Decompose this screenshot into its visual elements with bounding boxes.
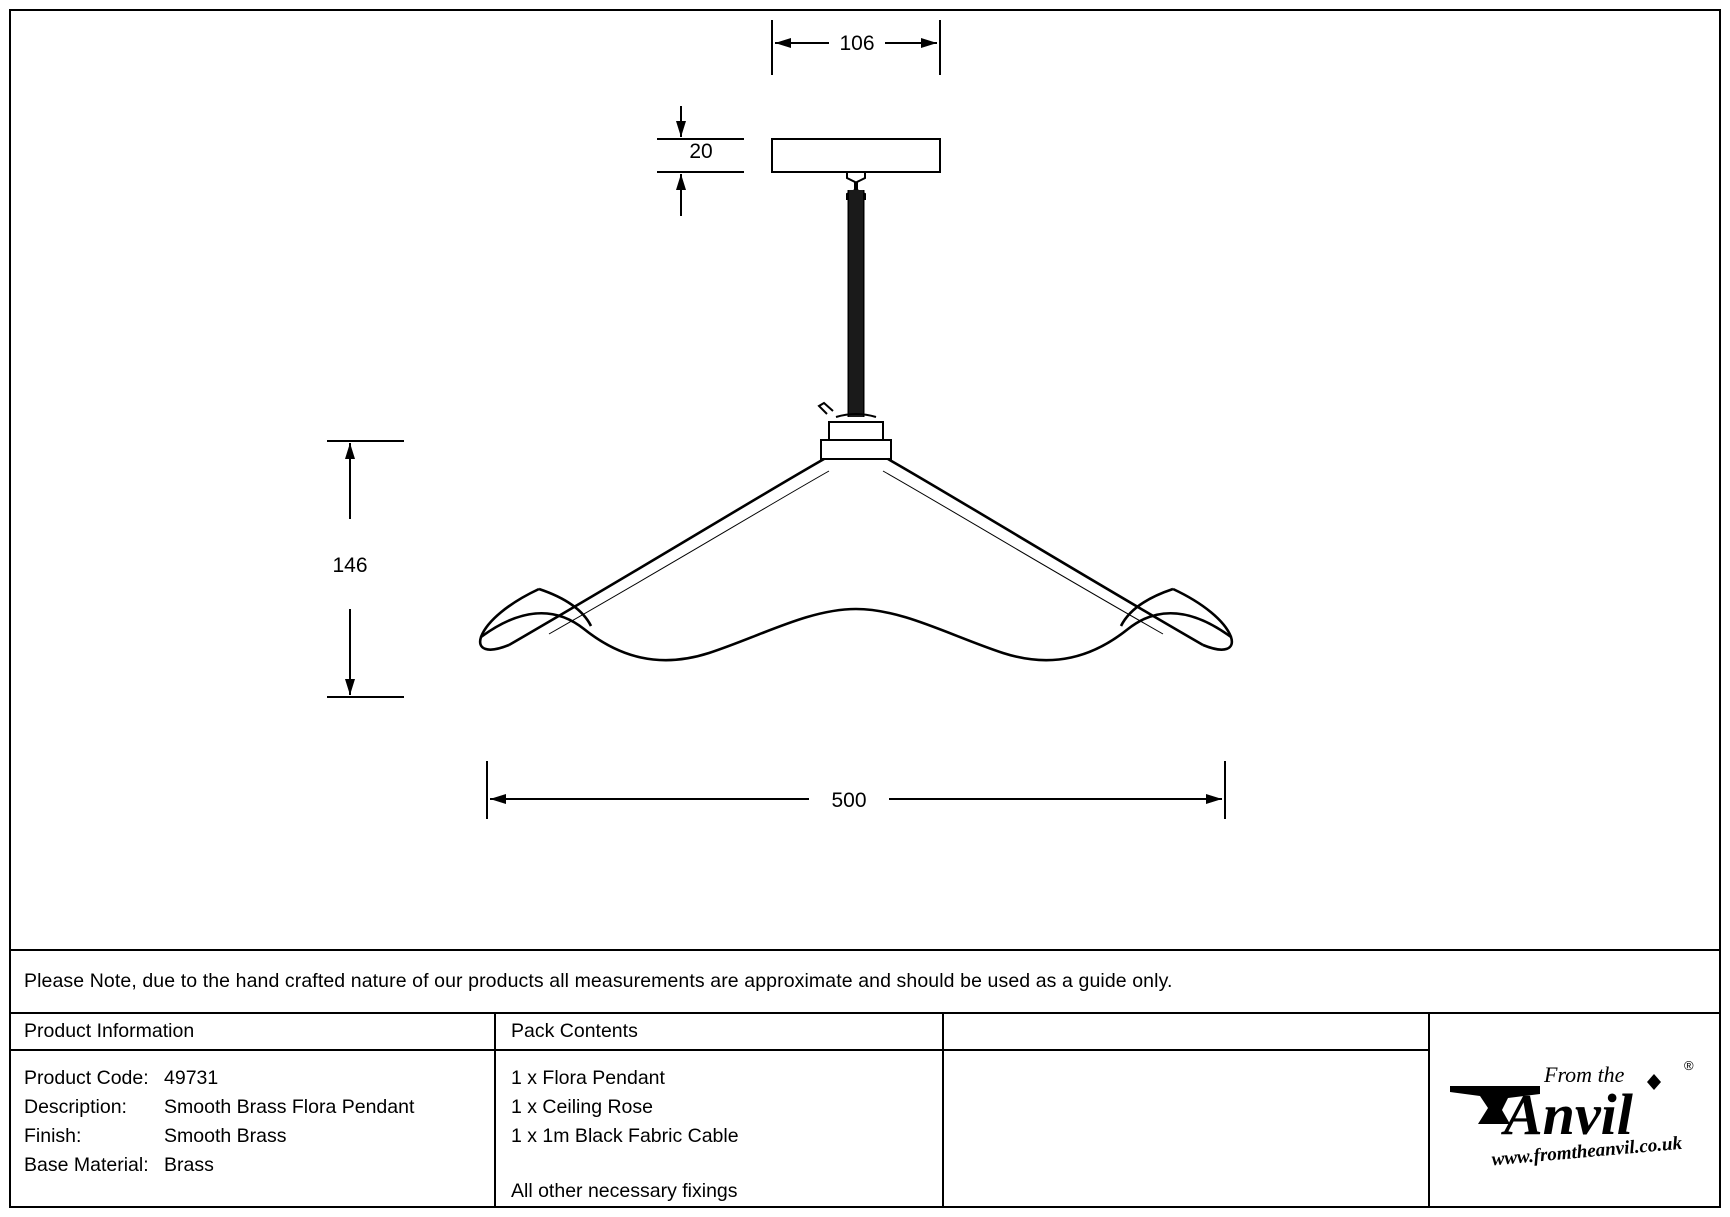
note-row [9, 949, 1721, 1012]
blank-column-header [944, 1014, 1428, 1051]
finish-value: Smooth Brass [164, 1125, 287, 1147]
logo-registered-mark: ® [1684, 1058, 1694, 1073]
diamond-icon [1647, 1074, 1661, 1090]
dimension-label-20: 20 [689, 140, 713, 163]
product-code-label: Product Code: [24, 1067, 149, 1089]
dimension-label-146: 146 [332, 554, 368, 577]
description-value: Smooth Brass Flora Pendant [164, 1096, 415, 1118]
logo-brand-name: Anvil [1504, 1082, 1633, 1147]
drawing-area [9, 9, 1721, 949]
spacer [511, 1151, 942, 1177]
base-material-row [24, 1151, 494, 1180]
fabric-cable [849, 190, 863, 417]
dimension-label-500: 500 [831, 789, 867, 812]
pack-contents-footer: All other necessary fixings [511, 1180, 738, 1202]
pack-contents-body [496, 1051, 942, 1206]
finish-row [24, 1122, 494, 1151]
pack-contents-item: 1 x Ceiling Rose [511, 1096, 653, 1118]
logo-column [1430, 1014, 1719, 1208]
information-table [9, 1012, 1721, 1208]
base-material-value: Brass [164, 1154, 214, 1176]
dimension-label-106: 106 [839, 32, 875, 55]
product-information-column [9, 1014, 496, 1208]
description-label: Description: [24, 1096, 127, 1118]
product-code-row [24, 1064, 494, 1093]
pack-contents-item: 1 x Flora Pendant [511, 1067, 665, 1089]
logo-website: www.fromtheanvil.co.uk [1490, 1132, 1683, 1171]
product-information-header: Product Information [9, 1014, 494, 1051]
pack-contents-item: 1 x 1m Black Fabric Cable [511, 1125, 739, 1147]
product-information-body [9, 1051, 494, 1180]
finish-label: Finish: [24, 1125, 82, 1147]
brand-logo [1430, 1014, 1719, 1210]
anvil-logo-graphic [1448, 1052, 1702, 1180]
pack-contents-header: Pack Contents [496, 1014, 942, 1051]
logo-from-the: From the [1544, 1062, 1625, 1087]
flora-shade [480, 459, 1232, 660]
product-code-value: 49731 [164, 1067, 219, 1089]
pendant-drawing [9, 9, 1721, 949]
pack-contents-column [496, 1014, 944, 1208]
base-material-label: Base Material: [24, 1154, 149, 1176]
blank-column [944, 1014, 1430, 1208]
description-row [24, 1093, 494, 1122]
measurement-note: Please Note, due to the hand crafted nature of our products all measurements are approximate and should be used as a guide only. [24, 970, 1173, 992]
